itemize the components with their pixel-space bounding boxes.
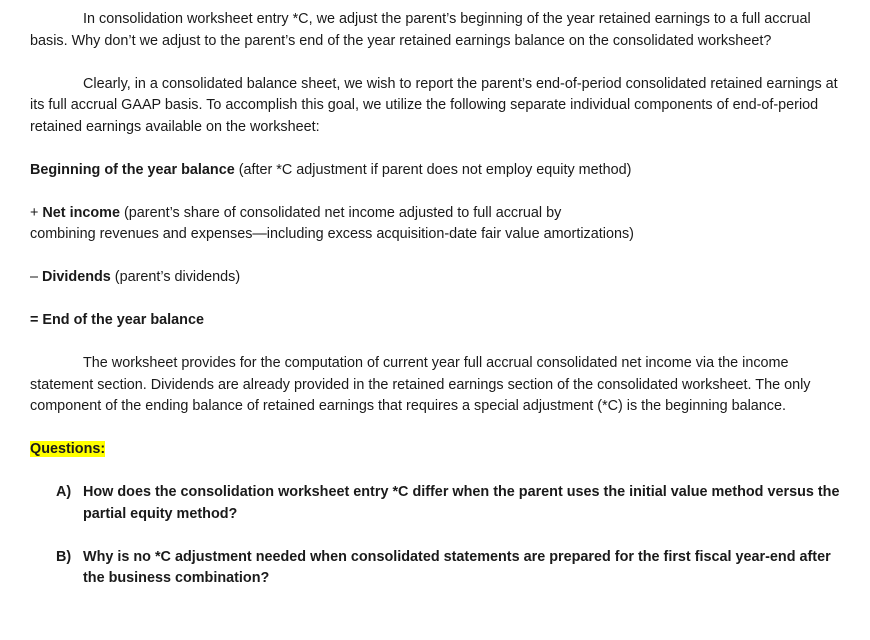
question-intro: In consolidation worksheet entry *C, we adjust the parent’s beginning of the year retained earnings to a full accrual basis. Why don’t we adjust to the parent’s end of the year retained earnings balance on the consolidated worksheet? — [30, 11, 811, 49]
spacer — [30, 52, 840, 74]
component-beginning — [30, 160, 840, 182]
component-beginning-note: (after *C adjustment if parent does not employ equity method) — [234, 161, 632, 178]
question-text: How does the consolidation worksheet entry *C differ when the parent uses the initial value method versus the partial equity method? — [83, 484, 840, 522]
questions-heading: Questions: — [30, 441, 106, 457]
question-marker: A) — [56, 484, 72, 500]
component-dividends — [30, 267, 840, 289]
answer-paragraph-1: Clearly, in a consolidated balance sheet, we wish to report the parent’s end-of-period consolidated retained earnings at its full accrual GAAP basis. To accomplish this goal, we utilize the following separate individual components of end-of-period retained earnings available on the worksheet: — [30, 75, 838, 135]
question-item-a — [30, 482, 840, 525]
spacer — [30, 181, 840, 203]
answer-paragraph-2: The worksheet provides for the computation of current year full accrual consolidated net income via the income statement section. Dividends are already provided in the retained earnings section of the consolidated worksheet. The only component of the ending balance of retained earnings that requires a special adjustment (*C) is the beginning balance. — [30, 355, 811, 414]
spacer — [30, 461, 840, 483]
spacer — [30, 289, 840, 311]
question-text: Why is no *C adjustment needed when consolidated statements are prepared for the first fiscal year-end after the business combination? — [83, 548, 831, 586]
component-dividends-label: Dividends — [42, 269, 111, 285]
component-beginning-label: Beginning of the year balance — [30, 161, 235, 178]
spacer — [30, 138, 840, 160]
component-net-income-note-2: combining revenues and expenses—including excess acquisition-date fair value amortizations) — [30, 226, 634, 242]
component-net-income-prefix: + — [30, 204, 43, 221]
questions-list — [30, 482, 840, 590]
component-net-income-note-1: (parent’s share of consolidated net income adjusted to full accrual by — [119, 204, 562, 221]
component-dividends-note: (parent’s dividends) — [110, 269, 241, 285]
spacer — [30, 332, 840, 354]
question-marker: B) — [56, 548, 72, 565]
spacer — [30, 525, 840, 547]
component-net-income-label: Net income — [42, 204, 120, 221]
component-dividends-prefix: – — [30, 269, 43, 285]
spacer — [30, 246, 840, 268]
question-item-b — [30, 547, 840, 590]
component-end-balance: = End of the year balance — [30, 312, 204, 328]
component-net-income — [30, 203, 840, 246]
spacer — [30, 418, 840, 440]
questions-heading-line — [30, 439, 840, 461]
